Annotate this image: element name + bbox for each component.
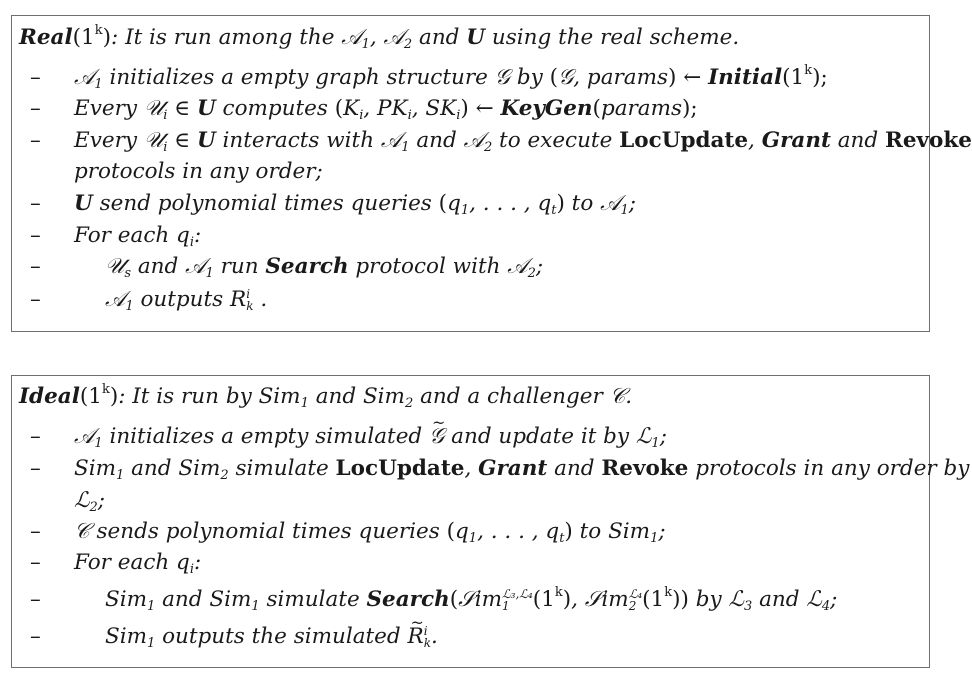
- real-heading: Real(1$^k$): It is run among the 𝒜$_1$, 𝒜$_2$ and U using the real scheme.: [19, 23, 740, 52]
- ideal-label: Ideal: [19, 384, 80, 409]
- real-experiment-box: Real(1$^k$): It is run among the 𝒜$_1$, 𝒜$_2$ and U using the real scheme. – 𝒜$_1$ initializes a empty graph structure 𝒢 by (𝒢, params) ← Initial(1$^k$); – Every 𝒰$_i$ ∈ U computes ($K_i$, $PK_i$, $SK_i$) ← KeyGen(params); – Every 𝒰$_i$ ∈ U interacts with 𝒜$_1$ and 𝒜$_2$ to execute LocUpdate, Grant and Revoke protocols in any order; – U send polynomial times queries ($q_1$, . . . , $q_t$) to 𝒜$_1$; – For each $q_i$: – 𝒰$_s$ and 𝒜$_1$ run Search protocol with 𝒜$_2$; – 𝒜$_1$ outputs R i k .: [11, 15, 930, 332]
- ideal-heading: Ideal(1$^k$): It is run by Sim$_1$ and Sim$_2$ and a challenger 𝒞.: [19, 382, 633, 411]
- real-label: Real: [19, 25, 73, 50]
- ideal-experiment-box: Ideal(1$^k$): It is run by Sim$_1$ and Sim$_2$ and a challenger 𝒞. – 𝒜$_1$ initializes a empty simulated ~ 𝒢 and update it by ℒ$_1$; – Sim$_1$ and Sim$_2$ simulate LocUpdate, Grant and Revoke protocols in any order by ℒ$_2$; – 𝒞 sends polynomial times queries ($q_1$, . . . , $q_t$) to Sim$_1$; – For each $q_i$: – Sim$_1$ and Sim$_1$ simulate Search(𝒮im ℒ₃,ℒ₄ 1 (1$^k$), 𝒮im ℒ₄ 2 (1$^k$)) by ℒ$_3$ and ℒ$_4$; – Sim$_1$ outputs the simulated ~ R i k .: [11, 375, 930, 668]
